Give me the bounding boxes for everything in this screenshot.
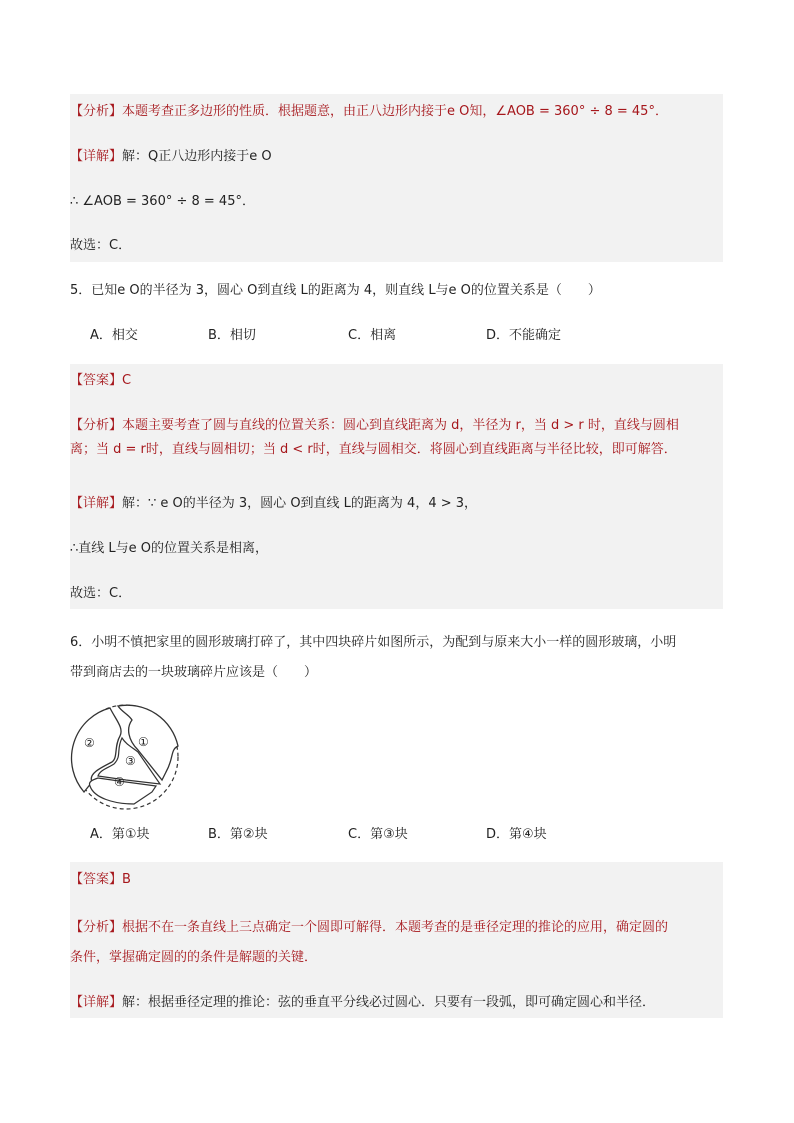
detail-tag: 【详解】 [70,149,123,164]
q5-answer [70,369,723,393]
q6-analysis [70,913,723,973]
analysis-text-1: 本题主要考查了圆与直线的位置关系：圆心到直线距离为 d，半径为 r，当 d > r 时，直线与圆相 [122,418,679,433]
q4-detail-1 [70,145,723,169]
option-a: A．相交 [90,328,138,343]
choose-text: 故选：C． [70,238,132,253]
analysis-tag: 【分析】 [70,104,123,119]
option-b: B．第②块 [208,827,268,842]
detail-tag: 【详解】 [70,496,123,511]
question-stem-2: 带到商店去的一块玻璃碎片应该是（ ） [70,665,318,680]
question-stem: 5．已知e O的半径为 3，圆心 O到直线 L的距离为 4，则直线 L与e O的位置关系是（ ） [70,283,601,298]
option-c: C．相离 [348,328,397,343]
label-piece-2: ② [84,736,95,750]
label-piece-3: ③ [125,754,136,768]
option-b: B．相切 [208,328,256,343]
analysis-text: 本题考查正多边形的性质．根据题意，由正八边形内接于e O知，∠AOB = 360° ÷ 8 = 45°． [122,104,668,119]
q4-detail-2 [70,190,723,214]
q5-detail-2 [70,537,723,561]
option-c: C．第③块 [348,827,408,842]
analysis-text-2: 离；当 d = r时，直线与圆相切；当 d < r时，直线与圆相交．将圆心到直线距离与半径比较，即可解答． [70,442,677,457]
option-d: D．不能确定 [486,328,562,343]
q6-stem [70,628,723,688]
detail-text: 解：Q正八边形内接于e O [122,149,272,164]
label-piece-4: ④ [114,775,125,789]
q5-detail-1 [70,492,723,516]
answer-text: B [122,872,131,887]
q5-choose [70,582,723,606]
q6-detail [70,991,723,1015]
detail-tag: 【详解】 [70,995,123,1010]
answer-text: C [122,373,132,388]
question-stem-1: 6．小明不慎把家里的圆形玻璃打碎了，其中四块碎片如图所示，为配到与原来大小一样的圆形玻璃，小明 [70,635,677,650]
answer-tag: 【答案】 [70,872,123,887]
detail-text: ∴直线 L与e O的位置关系是相离， [70,541,269,556]
q5-answer-box [70,364,723,609]
analysis-text-1: 根据不在一条直线上三点确定一个圆即可解得．本题考查的是垂径定理的推论的应用，确定圆的 [122,920,669,935]
label-piece-1: ① [138,735,149,749]
detail-text: 解：∵ e O的半径为 3，圆心 O到直线 L的距离为 4，4 > 3， [122,496,478,511]
option-a: A．第①块 [90,827,150,842]
answer-tag: 【答案】 [70,373,123,388]
q5-analysis [70,414,723,462]
analysis-tag: 【分析】 [70,920,123,935]
q4-analysis [70,100,723,124]
analysis-text-2: 条件，掌握确定圆的的条件是解题的关键． [70,950,318,965]
option-d: D．第④块 [486,827,547,842]
q4-choose [70,234,723,258]
broken-glass-figure [70,700,182,810]
detail-text: 解：根据垂径定理的推论：弦的垂直平分线必过圆心．只要有一段弧，即可确定圆心和半径． [122,995,656,1010]
choose-text: 故选：C． [70,586,132,601]
q5-stem [70,279,723,303]
analysis-tag: 【分析】 [70,418,123,433]
detail-text: ∴ ∠AOB = 360° ÷ 8 = 45°． [70,194,255,209]
q6-answer [70,868,723,892]
